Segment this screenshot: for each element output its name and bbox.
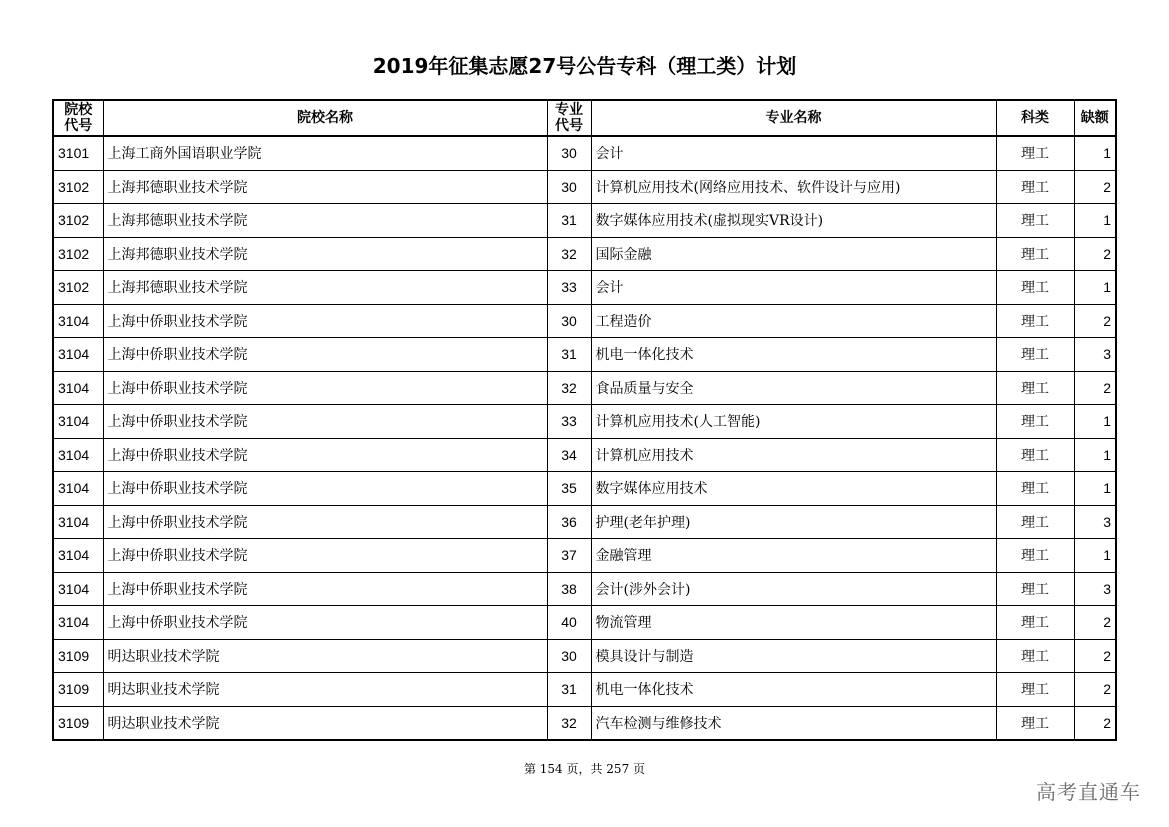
- cell-school-code: 3104: [53, 304, 103, 338]
- cell-school-name: 上海邦德职业技术学院: [103, 170, 547, 204]
- cell-major-name: 会计(涉外会计): [591, 572, 996, 606]
- cell-vacancy: 2: [1074, 673, 1116, 707]
- table-row: [53, 338, 1116, 372]
- cell-major-name: 机电一体化技术: [591, 338, 996, 372]
- table-row: [53, 639, 1116, 673]
- cell-category: 理工: [996, 136, 1074, 170]
- cell-school-code: 3104: [53, 539, 103, 573]
- table-row: [53, 136, 1116, 170]
- cell-school-name: 上海工商外国语职业学院: [103, 136, 547, 170]
- cell-category: 理工: [996, 539, 1074, 573]
- cell-school-name: 上海邦德职业技术学院: [103, 204, 547, 238]
- cell-major-name: 金融管理: [591, 539, 996, 573]
- table-row: [53, 673, 1116, 707]
- cell-school-code: 3101: [53, 136, 103, 170]
- header-major-name: 专业名称: [591, 100, 996, 136]
- table-row: [53, 304, 1116, 338]
- cell-category: 理工: [996, 405, 1074, 439]
- cell-school-name: 上海中侨职业技术学院: [103, 304, 547, 338]
- cell-major-name: 物流管理: [591, 606, 996, 640]
- cell-major-code: 32: [547, 706, 591, 740]
- cell-vacancy: 1: [1074, 438, 1116, 472]
- page-footer: 第 154 页，共 257 页: [523, 762, 646, 776]
- cell-school-code: 3102: [53, 271, 103, 305]
- cell-vacancy: 1: [1074, 204, 1116, 238]
- cell-vacancy: 1: [1074, 472, 1116, 506]
- plan-table: [52, 99, 1117, 741]
- watermark: 高考直通车: [1036, 780, 1141, 804]
- cell-school-name: 上海中侨职业技术学院: [103, 572, 547, 606]
- cell-major-name: 计算机应用技术(网络应用技术、软件设计与应用): [591, 170, 996, 204]
- page-title: 2019年征集志愿27号公告专科（理工类）计划: [372, 54, 797, 78]
- cell-major-name: 计算机应用技术: [591, 438, 996, 472]
- cell-major-name: 食品质量与安全: [591, 371, 996, 405]
- cell-school-name: 上海中侨职业技术学院: [103, 405, 547, 439]
- cell-major-code: 31: [547, 204, 591, 238]
- cell-category: 理工: [996, 237, 1074, 271]
- cell-category: 理工: [996, 170, 1074, 204]
- cell-school-code: 3102: [53, 204, 103, 238]
- table-row: [53, 539, 1116, 573]
- cell-major-code: 40: [547, 606, 591, 640]
- cell-vacancy: 1: [1074, 539, 1116, 573]
- cell-school-name: 上海邦德职业技术学院: [103, 271, 547, 305]
- cell-school-code: 3104: [53, 505, 103, 539]
- cell-major-name: 数字媒体应用技术(虚拟现实VR设计): [591, 204, 996, 238]
- header-major-code: [547, 100, 591, 136]
- cell-category: 理工: [996, 304, 1074, 338]
- cell-major-code: 33: [547, 271, 591, 305]
- cell-vacancy: 2: [1074, 371, 1116, 405]
- cell-vacancy: 2: [1074, 606, 1116, 640]
- cell-category: 理工: [996, 204, 1074, 238]
- cell-school-name: 上海中侨职业技术学院: [103, 505, 547, 539]
- header-school-name: 院校名称: [103, 100, 547, 136]
- table-row: [53, 405, 1116, 439]
- cell-major-code: 32: [547, 237, 591, 271]
- table-row: [53, 472, 1116, 506]
- cell-school-name: 上海中侨职业技术学院: [103, 606, 547, 640]
- cell-school-name: 上海中侨职业技术学院: [103, 472, 547, 506]
- cell-category: 理工: [996, 271, 1074, 305]
- cell-school-name: 上海中侨职业技术学院: [103, 539, 547, 573]
- cell-major-name: 国际金融: [591, 237, 996, 271]
- header-category: 科类: [996, 100, 1074, 136]
- cell-vacancy: 2: [1074, 304, 1116, 338]
- cell-school-name: 上海邦德职业技术学院: [103, 237, 547, 271]
- cell-category: 理工: [996, 606, 1074, 640]
- table-row: [53, 505, 1116, 539]
- cell-major-name: 计算机应用技术(人工智能): [591, 405, 996, 439]
- cell-major-name: 工程造价: [591, 304, 996, 338]
- cell-school-name: 明达职业技术学院: [103, 706, 547, 740]
- cell-category: 理工: [996, 371, 1074, 405]
- cell-vacancy: 3: [1074, 572, 1116, 606]
- cell-major-name: 会计: [591, 136, 996, 170]
- cell-vacancy: 3: [1074, 338, 1116, 372]
- cell-category: 理工: [996, 639, 1074, 673]
- cell-school-code: 3104: [53, 572, 103, 606]
- cell-category: 理工: [996, 706, 1074, 740]
- cell-school-code: 3104: [53, 472, 103, 506]
- cell-vacancy: 1: [1074, 405, 1116, 439]
- table-row: [53, 438, 1116, 472]
- cell-major-code: 30: [547, 304, 591, 338]
- header-major-code-text: 专业 代号: [555, 102, 583, 134]
- cell-major-code: 33: [547, 405, 591, 439]
- cell-major-code: 31: [547, 673, 591, 707]
- cell-major-name: 护理(老年护理): [591, 505, 996, 539]
- cell-school-code: 3104: [53, 606, 103, 640]
- table-row: [53, 237, 1116, 271]
- cell-school-code: 3102: [53, 237, 103, 271]
- table-row: [53, 371, 1116, 405]
- table-body: [53, 136, 1116, 740]
- cell-school-code: 3104: [53, 371, 103, 405]
- cell-vacancy: 2: [1074, 170, 1116, 204]
- cell-school-name: 明达职业技术学院: [103, 673, 547, 707]
- cell-category: 理工: [996, 572, 1074, 606]
- cell-major-name: 汽车检测与维修技术: [591, 706, 996, 740]
- cell-vacancy: 1: [1074, 271, 1116, 305]
- header-school-code-text: 院校 代号: [64, 102, 93, 134]
- table-row: [53, 271, 1116, 305]
- cell-major-code: 30: [547, 170, 591, 204]
- table-row: [53, 170, 1116, 204]
- cell-school-name: 明达职业技术学院: [103, 639, 547, 673]
- cell-major-name: 会计: [591, 271, 996, 305]
- table-row: [53, 706, 1116, 740]
- table-row: [53, 204, 1116, 238]
- cell-school-name: 上海中侨职业技术学院: [103, 371, 547, 405]
- header-vacancy: 缺额: [1074, 100, 1116, 136]
- table-row: [53, 606, 1116, 640]
- cell-category: 理工: [996, 673, 1074, 707]
- cell-vacancy: 2: [1074, 237, 1116, 271]
- table-row: [53, 572, 1116, 606]
- cell-category: 理工: [996, 338, 1074, 372]
- cell-vacancy: 1: [1074, 136, 1116, 170]
- cell-major-code: 34: [547, 438, 591, 472]
- cell-major-name: 机电一体化技术: [591, 673, 996, 707]
- cell-vacancy: 2: [1074, 706, 1116, 740]
- cell-major-code: 30: [547, 136, 591, 170]
- cell-major-name: 数字媒体应用技术: [591, 472, 996, 506]
- cell-major-code: 35: [547, 472, 591, 506]
- cell-vacancy: 2: [1074, 639, 1116, 673]
- cell-vacancy: 3: [1074, 505, 1116, 539]
- cell-major-code: 30: [547, 639, 591, 673]
- cell-major-code: 31: [547, 338, 591, 372]
- cell-school-name: 上海中侨职业技术学院: [103, 338, 547, 372]
- cell-category: 理工: [996, 438, 1074, 472]
- table-header: [53, 100, 1116, 136]
- cell-school-code: 3109: [53, 673, 103, 707]
- cell-major-name: 模具设计与制造: [591, 639, 996, 673]
- cell-school-code: 3104: [53, 338, 103, 372]
- header-school-code: [53, 100, 103, 136]
- cell-major-code: 32: [547, 371, 591, 405]
- cell-major-code: 36: [547, 505, 591, 539]
- cell-school-code: 3109: [53, 639, 103, 673]
- cell-school-code: 3104: [53, 405, 103, 439]
- cell-school-name: 上海中侨职业技术学院: [103, 438, 547, 472]
- cell-school-code: 3109: [53, 706, 103, 740]
- cell-category: 理工: [996, 505, 1074, 539]
- cell-major-code: 38: [547, 572, 591, 606]
- cell-major-code: 37: [547, 539, 591, 573]
- cell-category: 理工: [996, 472, 1074, 506]
- cell-school-code: 3104: [53, 438, 103, 472]
- cell-school-code: 3102: [53, 170, 103, 204]
